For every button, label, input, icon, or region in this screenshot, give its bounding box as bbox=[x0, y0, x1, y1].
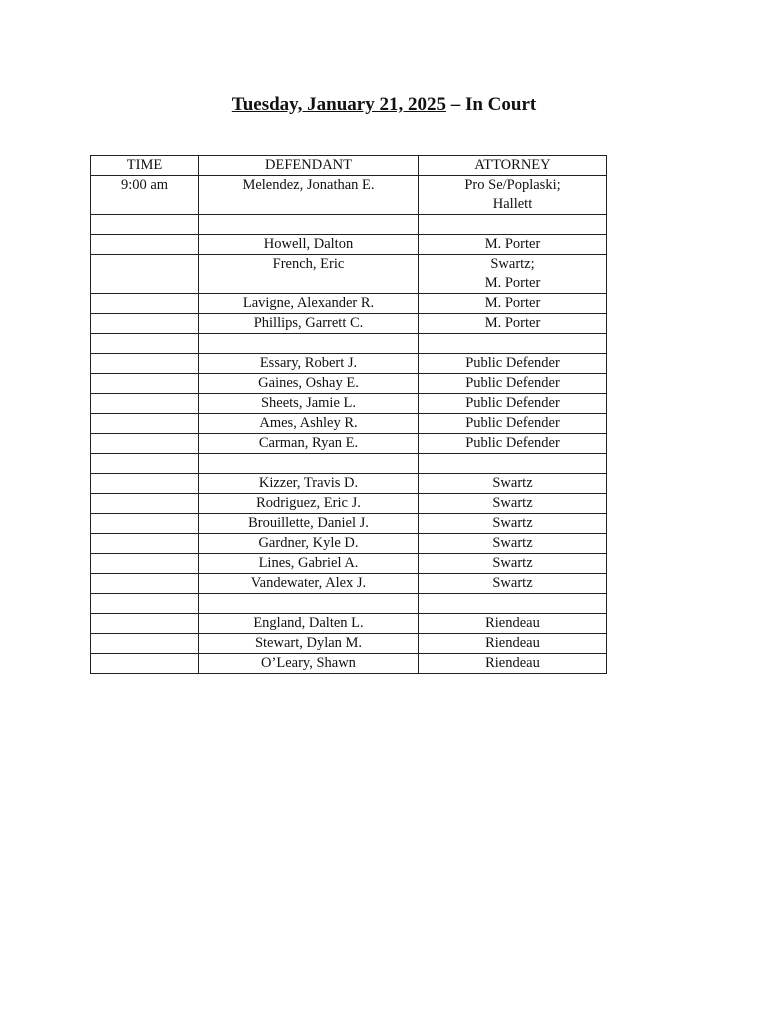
cell-time bbox=[91, 514, 199, 534]
table-row bbox=[91, 454, 607, 474]
page-title bbox=[0, 93, 768, 117]
cell-defendant: England, Dalten L. bbox=[199, 614, 419, 634]
cell-defendant: Brouillette, Daniel J. bbox=[199, 514, 419, 534]
cell-attorney bbox=[419, 374, 607, 394]
cell-attorney bbox=[419, 314, 607, 334]
cell-attorney bbox=[419, 634, 607, 654]
table-header-row bbox=[91, 156, 607, 176]
attorney-line: Swartz bbox=[492, 495, 533, 511]
cell-time bbox=[91, 414, 199, 434]
cell-attorney bbox=[419, 514, 607, 534]
cell-attorney bbox=[419, 414, 607, 434]
table-row bbox=[91, 294, 607, 314]
cell-attorney bbox=[419, 474, 607, 494]
cell-time bbox=[91, 634, 199, 654]
cell-defendant: Essary, Robert J. bbox=[199, 354, 419, 374]
table-row bbox=[91, 574, 607, 594]
table-row bbox=[91, 314, 607, 334]
cell-attorney bbox=[419, 235, 607, 255]
cell-defendant bbox=[199, 215, 419, 235]
cell-attorney bbox=[419, 554, 607, 574]
attorney-line: Public Defender bbox=[465, 355, 560, 371]
attorney-line: Hallett bbox=[492, 196, 533, 212]
cell-time bbox=[91, 494, 199, 514]
attorney-line: M. Porter bbox=[484, 295, 541, 311]
attorney-line: M. Porter bbox=[484, 315, 541, 331]
attorney-line: Swartz bbox=[492, 555, 533, 571]
table-row bbox=[91, 614, 607, 634]
cell-time bbox=[91, 215, 199, 235]
cell-defendant: Lines, Gabriel A. bbox=[199, 554, 419, 574]
cell-attorney bbox=[419, 176, 607, 215]
cell-defendant: Ames, Ashley R. bbox=[199, 414, 419, 434]
attorney-line: M. Porter bbox=[484, 275, 541, 291]
attorney-line: Swartz bbox=[492, 535, 533, 551]
attorney-line: Riendeau bbox=[485, 615, 540, 631]
cell-defendant: Stewart, Dylan M. bbox=[199, 634, 419, 654]
cell-attorney bbox=[419, 255, 607, 294]
cell-time bbox=[91, 474, 199, 494]
cell-time bbox=[91, 434, 199, 454]
cell-time bbox=[91, 314, 199, 334]
cell-defendant: Howell, Dalton bbox=[199, 235, 419, 255]
table-row bbox=[91, 434, 607, 454]
attorney-line: Swartz bbox=[492, 475, 533, 491]
cell-time bbox=[91, 394, 199, 414]
cell-attorney bbox=[419, 594, 607, 614]
title-date: Tuesday, January 21, 2025 bbox=[231, 94, 446, 115]
cell-time bbox=[91, 354, 199, 374]
cell-time: 9:00 am bbox=[91, 176, 199, 215]
cell-defendant: Vandewater, Alex J. bbox=[199, 574, 419, 594]
table-row bbox=[91, 494, 607, 514]
cell-attorney bbox=[419, 574, 607, 594]
attorney-line: Public Defender bbox=[465, 395, 560, 411]
cell-defendant: Gaines, Oshay E. bbox=[199, 374, 419, 394]
cell-time bbox=[91, 334, 199, 354]
cell-defendant bbox=[199, 594, 419, 614]
cell-time bbox=[91, 594, 199, 614]
cell-time bbox=[91, 574, 199, 594]
table-row bbox=[91, 354, 607, 374]
cell-time bbox=[91, 235, 199, 255]
attorney-line: Swartz bbox=[492, 575, 533, 591]
cell-attorney bbox=[419, 394, 607, 414]
cell-attorney bbox=[419, 454, 607, 474]
table-row bbox=[91, 534, 607, 554]
cell-time bbox=[91, 374, 199, 394]
table-row bbox=[91, 334, 607, 354]
table-row bbox=[91, 394, 607, 414]
cell-time bbox=[91, 534, 199, 554]
table-row bbox=[91, 414, 607, 434]
table-row bbox=[91, 594, 607, 614]
cell-defendant bbox=[199, 454, 419, 474]
cell-time bbox=[91, 454, 199, 474]
cell-defendant: Rodriguez, Eric J. bbox=[199, 494, 419, 514]
cell-time bbox=[91, 654, 199, 674]
table-body bbox=[91, 176, 607, 674]
attorney-line: Public Defender bbox=[465, 375, 560, 391]
attorney-line: Riendeau bbox=[485, 635, 540, 651]
cell-defendant: Gardner, Kyle D. bbox=[199, 534, 419, 554]
cell-defendant: Kizzer, Travis D. bbox=[199, 474, 419, 494]
cell-defendant: Sheets, Jamie L. bbox=[199, 394, 419, 414]
table-row bbox=[91, 654, 607, 674]
attorney-line: Pro Se/Poplaski; bbox=[464, 177, 561, 193]
table-row bbox=[91, 374, 607, 394]
cell-time bbox=[91, 294, 199, 314]
cell-defendant: Melendez, Jonathan E. bbox=[199, 176, 419, 215]
cell-attorney bbox=[419, 534, 607, 554]
cell-attorney bbox=[419, 434, 607, 454]
cell-time bbox=[91, 255, 199, 294]
title-suffix: – In Court bbox=[445, 94, 537, 115]
header-time: TIME bbox=[91, 156, 199, 176]
court-docket-table bbox=[90, 155, 607, 674]
cell-defendant: French, Eric bbox=[199, 255, 419, 294]
attorney-line: Swartz; bbox=[490, 256, 535, 272]
attorney-line: Public Defender bbox=[465, 415, 560, 431]
header-defendant: DEFENDANT bbox=[199, 156, 419, 176]
table-row bbox=[91, 514, 607, 534]
cell-attorney bbox=[419, 294, 607, 314]
cell-attorney bbox=[419, 334, 607, 354]
table-row bbox=[91, 474, 607, 494]
header-attorney: ATTORNEY bbox=[419, 156, 607, 176]
table-row bbox=[91, 634, 607, 654]
cell-defendant bbox=[199, 334, 419, 354]
cell-attorney bbox=[419, 494, 607, 514]
cell-attorney bbox=[419, 654, 607, 674]
table-row bbox=[91, 176, 607, 215]
attorney-line: M. Porter bbox=[484, 236, 541, 252]
cell-time bbox=[91, 614, 199, 634]
table-row bbox=[91, 554, 607, 574]
table-row bbox=[91, 235, 607, 255]
cell-time bbox=[91, 554, 199, 574]
attorney-line: Riendeau bbox=[485, 655, 540, 671]
table-row bbox=[91, 255, 607, 294]
cell-attorney bbox=[419, 215, 607, 235]
cell-defendant: Lavigne, Alexander R. bbox=[199, 294, 419, 314]
cell-defendant: Carman, Ryan E. bbox=[199, 434, 419, 454]
cell-defendant: O’Leary, Shawn bbox=[199, 654, 419, 674]
cell-attorney bbox=[419, 354, 607, 374]
attorney-line: Swartz bbox=[492, 515, 533, 531]
cell-defendant: Phillips, Garrett C. bbox=[199, 314, 419, 334]
cell-attorney bbox=[419, 614, 607, 634]
attorney-line: Public Defender bbox=[465, 435, 560, 451]
table-row bbox=[91, 215, 607, 235]
